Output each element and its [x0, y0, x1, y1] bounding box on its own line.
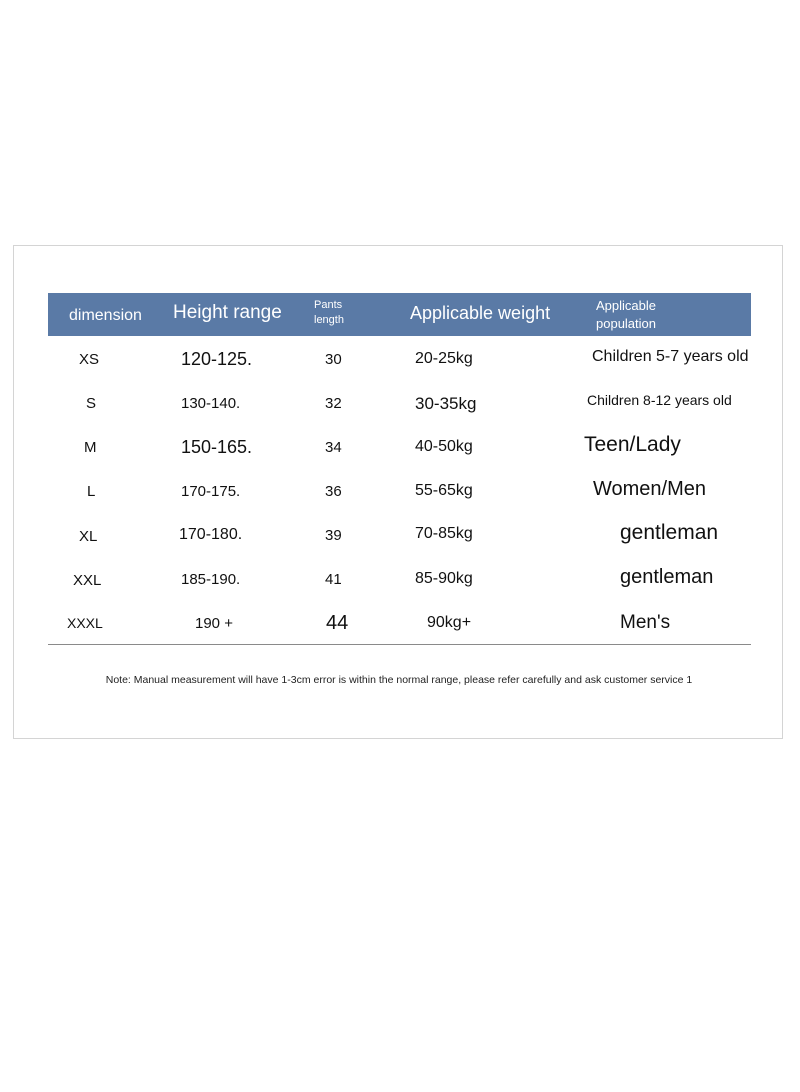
cell-height: 150-165. [181, 437, 253, 457]
table-bottom-divider [48, 644, 751, 645]
cell-population: gentleman [620, 521, 719, 544]
cell-weight: 85-90kg [415, 570, 473, 587]
cell-weight: 30-35kg [415, 394, 477, 413]
header-applicable-weight: Applicable weight [410, 303, 551, 323]
header-applicable-population-line2: population [596, 316, 656, 331]
table-header [48, 293, 751, 336]
cell-population: Men's [620, 612, 671, 633]
cell-height: 120-125. [181, 349, 253, 369]
cell-population: Children 8-12 years old [587, 392, 732, 408]
cell-weight: 70-85kg [415, 525, 473, 542]
cell-population: Children 5-7 years old [592, 348, 749, 365]
cell-population: gentleman [620, 566, 714, 588]
cell-size: S [86, 395, 97, 412]
cell-height: 185-190. [181, 571, 241, 588]
cell-pants-length: 36 [325, 483, 342, 500]
table-row [48, 513, 751, 557]
cell-size: L [87, 483, 96, 500]
cell-height: 190 + [195, 615, 233, 632]
header-applicable-population [596, 297, 656, 333]
cell-pants-length: 39 [325, 527, 342, 544]
header-height-range: Height range [173, 302, 282, 323]
header-pants-length-line2: length [314, 314, 344, 326]
cell-size: XS [79, 351, 100, 368]
cell-pants-length: 30 [325, 351, 342, 368]
cell-height: 130-140. [181, 395, 241, 412]
table-row [48, 337, 751, 381]
cell-population: Women/Men [593, 478, 707, 500]
cell-pants-length: 34 [325, 439, 342, 456]
cell-weight: 40-50kg [415, 438, 473, 455]
size-chart-card [13, 245, 783, 739]
cell-population: Teen/Lady [584, 433, 681, 456]
cell-size: XL [79, 528, 98, 545]
header-applicable-population-line1: Applicable [596, 298, 656, 313]
table-row [48, 469, 751, 513]
table-row [48, 557, 751, 601]
header-pants-length-line1: Pants [314, 299, 343, 311]
cell-size: M [84, 439, 97, 456]
table-row [48, 425, 751, 469]
cell-height: 170-175. [181, 483, 241, 500]
table-row [48, 601, 751, 645]
cell-size: XXL [73, 572, 102, 589]
header-pants-length [314, 298, 344, 328]
cell-pants-length: 44 [326, 612, 349, 634]
cell-pants-length: 32 [325, 395, 342, 412]
cell-size: XXXL [67, 615, 103, 631]
cell-weight: 20-25kg [415, 350, 473, 367]
table-row [48, 381, 751, 425]
header-dimension: dimension [69, 307, 142, 324]
cell-weight: 55-65kg [415, 482, 473, 499]
cell-pants-length: 41 [325, 571, 342, 588]
cell-height: 170-180. [179, 526, 243, 543]
measurement-note: Note: Manual measurement will have 1-3cm error is within the normal range, please refer carefully and ask customer service 1 [105, 674, 693, 686]
size-table [48, 293, 751, 645]
cell-weight: 90kg+ [427, 614, 472, 631]
